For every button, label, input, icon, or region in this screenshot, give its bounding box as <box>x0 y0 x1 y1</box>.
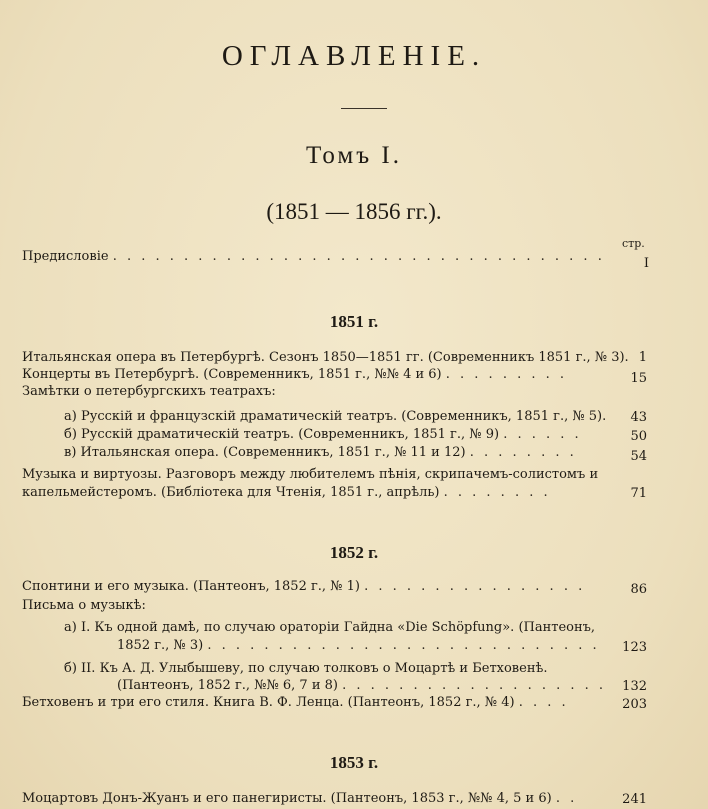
toc-entry-text: Предисловіе <box>22 249 109 264</box>
toc-entry-text: Музыка и виртуозы. Разговоръ между любителемъ пѣнія, скрипачемъ-солистомъ и <box>22 467 599 482</box>
toc-page-number: 71 <box>630 486 647 501</box>
leader-dots: . . . . . . <box>503 427 582 442</box>
toc-entry-preface[interactable] <box>22 248 605 265</box>
volume-heading: Томъ I. <box>306 142 402 169</box>
toc-page-number: 123 <box>622 640 647 655</box>
leader-dots: . . . . . . . . . . . . . . . . <box>364 579 586 594</box>
volume-years: (1851 — 1856 гг.). <box>266 199 442 224</box>
leader-dots: . . . . . . . . <box>469 445 577 460</box>
toc-entry-text: Спонтини и его музыка. (Пантеонъ, 1852 г., № 1) <box>22 579 360 594</box>
toc-entry[interactable] <box>64 619 595 636</box>
toc-entry-text: а) I. Къ одной дамѣ, по случаю ораторіи Гайдна «Die Schöpfung». (Пантеонъ, <box>64 620 596 635</box>
leader-dots: . . . . <box>518 695 569 710</box>
toc-entry[interactable] <box>64 444 577 461</box>
toc-entry-text: 1852 г., № 3) <box>117 638 204 653</box>
toc-entry-text: (Пантеонъ, 1852 г., №№ 6, 7 и 8) <box>117 678 338 693</box>
toc-entry[interactable] <box>22 790 577 807</box>
toc-page-number: 132 <box>622 679 647 694</box>
toc-page-number: 203 <box>622 697 647 712</box>
leader-dots: . . . . . . . . . . . . . . . . . . . <box>342 678 607 693</box>
toc-entry[interactable] <box>22 578 585 595</box>
toc-entry-text: б) Русскій драматическій театръ. (Современникъ, 1851 г., № 9) <box>64 427 500 442</box>
toc-entry[interactable] <box>64 408 606 425</box>
toc-page-number: 1 <box>638 350 647 365</box>
toc-page-number: 86 <box>630 582 647 597</box>
section-year-1851: 1851 г. <box>329 312 379 331</box>
toc-entry-text: Моцартовъ Донъ-Жуанъ и его панегиристы. (Пантеонъ, 1853 г., №№ 4, 5 и 6) <box>22 791 552 806</box>
toc-page-number: I <box>643 256 649 271</box>
toc-entry-text: а) Русскій и французскій драматическій театръ. (Современникъ, 1851 г., № 5). <box>64 409 607 424</box>
title-divider <box>341 108 387 109</box>
leader-dots: . . <box>555 791 578 806</box>
section-year-1852: 1852 г. <box>329 543 379 562</box>
toc-page-number: 15 <box>630 371 647 386</box>
leader-dots: . . . . . . . . <box>443 485 551 500</box>
toc-entry[interactable] <box>22 466 598 483</box>
toc-entry-text: Замѣтки о петербургскихъ театрахъ: <box>22 384 276 399</box>
toc-entry[interactable] <box>22 366 567 383</box>
leader-dots: . . . . . . . . . <box>445 367 568 382</box>
toc-entry[interactable] <box>117 677 606 694</box>
toc-entry-text: в) Итальянская опера. (Современникъ, 1851 г., № 11 и 12) <box>64 445 466 460</box>
toc-entry-text: Письма о музыкѣ: <box>22 598 146 613</box>
toc-entry[interactable] <box>64 660 547 677</box>
toc-entry[interactable] <box>64 426 582 443</box>
leader-dots: . . . . . . . . . . . . . . . . . . . . . . . . . . . . <box>207 638 600 653</box>
toc-entry-text: б) II. Къ А. Д. Улыбышеву, по случаю толковъ о Моцартѣ и Бетховенѣ. <box>64 661 548 676</box>
toc-entry[interactable] <box>117 637 600 654</box>
toc-entry[interactable] <box>22 694 569 711</box>
toc-page-number: 241 <box>622 792 647 807</box>
toc-entry[interactable] <box>22 383 276 400</box>
toc-page-number: 54 <box>630 449 647 464</box>
toc-entry-text: Бетховенъ и три его стиля. Книга В. Ф. Ленца. (Пантеонъ, 1852 г., № 4) <box>22 695 515 710</box>
toc-entry[interactable] <box>22 597 146 614</box>
toc-page-number: 50 <box>630 429 647 444</box>
toc-entry-text: Концерты въ Петербургѣ. (Современникъ, 1851 г., №№ 4 и 6) <box>22 367 442 382</box>
toc-entry-text: Итальянская опера въ Петербургѣ. Сезонъ 1850—1851 гг. (Современникъ 1851 г., № 3). <box>22 350 629 365</box>
toc-entry[interactable] <box>22 484 551 501</box>
section-year-1853: 1853 г. <box>329 753 379 772</box>
toc-entry[interactable] <box>22 349 629 366</box>
page-column-label: стр. <box>622 237 645 250</box>
toc-entry-text: капельмейстеромъ. (Библіотека для Чтенія, 1851 г., апрѣль) <box>22 485 440 500</box>
leader-dots: . . . . . . . . . . . . . . . . . . . . . . . . . . . . . . . . . . . <box>112 249 605 264</box>
toc-page-number: 43 <box>630 410 647 425</box>
page-title: ОГЛАВЛЕНІЕ. <box>221 40 487 72</box>
